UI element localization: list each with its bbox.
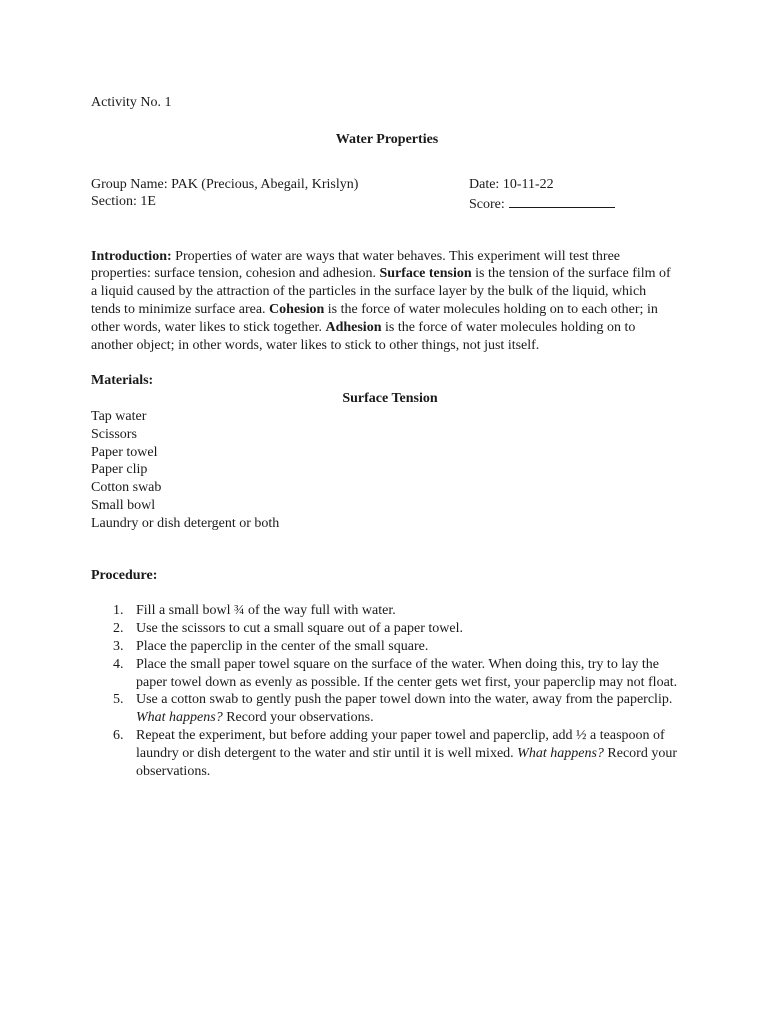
step-text-after: Record your observations. (136, 745, 677, 779)
introduction-paragraph (91, 248, 679, 355)
procedure-step (91, 656, 681, 692)
step-number: 6. (113, 727, 124, 743)
material-item: Small bowl (91, 497, 156, 513)
procedure-step (91, 620, 681, 638)
group-info-right (469, 176, 615, 215)
term-surface-tension: Surface tension (379, 266, 472, 282)
step-text: Repeat the experiment, but before adding your paper towel and paperclip, add ½ a teaspoon of laundry or dish detergent to the water and stir until it is well mixed. (136, 727, 665, 761)
step-number: 5. (113, 692, 124, 708)
step-number: 4. (113, 656, 124, 672)
material-item: Laundry or dish detergent or both (91, 515, 280, 531)
material-item: Paper clip (91, 462, 148, 478)
date: Date: 10-11-22 (469, 176, 554, 192)
score (469, 193, 615, 214)
step-number: 2. (113, 621, 124, 637)
group-name: Group Name: PAK (Precious, Abegail, Krislyn) (91, 176, 359, 192)
step-question: What happens? (136, 710, 223, 726)
materials-subheading: Surface Tension (342, 391, 438, 407)
procedure-list (91, 602, 681, 780)
material-item: Tap water (91, 408, 147, 424)
term-cohesion: Cohesion (269, 301, 325, 317)
step-text: Use a cotton swab to gently push the paper towel down into the water, away from the paperclip. (136, 692, 673, 708)
document-page (91, 94, 691, 780)
activity-number: Activity No. 1 (91, 95, 172, 110)
procedure-step (91, 727, 681, 780)
introduction-text-4: is the force of water molecules holding on to another object; in other words, water likes to stick to other things, not just itself. (91, 319, 636, 353)
introduction-text-3: is the force of water molecules holding on to each other; in other words, water likes to stick together. (91, 301, 658, 335)
step-text: Use the scissors to cut a small square out of a paper towel. (136, 621, 463, 637)
step-text: Place the small paper towel square on the surface of the water. When doing this, try to lay the paper towel down as evenly as possible. If the center gets wet first, your paperclip may not float. (136, 656, 678, 690)
material-item: Cotton swab (91, 480, 162, 496)
score-blank-line (509, 193, 615, 208)
section: Section: 1E (91, 194, 156, 210)
procedure-step (91, 602, 681, 620)
step-number: 3. (113, 638, 124, 654)
step-number: 1. (113, 603, 124, 619)
materials-list (91, 408, 691, 533)
materials-heading: Materials: (91, 373, 154, 389)
introduction-text-2: is the tension of the surface film of a liquid caused by the attraction of the particles in the surface layer by the bulk of the liquid, which tends to minimize surface area. (91, 266, 671, 317)
material-item: Scissors (91, 426, 137, 442)
step-text: Fill a small bowl ¾ of the way full with water. (136, 603, 396, 619)
step-text-after: Record your observations. (222, 710, 374, 726)
document-title: Water Properties (335, 131, 439, 147)
procedure-step (91, 691, 681, 727)
introduction-label: Introduction: (91, 248, 172, 264)
introduction-text-1: Properties of water are ways that water behaves. This experiment will test three properties: surface tension, cohesion and adhesion. (91, 248, 621, 282)
term-adhesion: Adhesion (325, 319, 382, 335)
score-label: Score: (469, 197, 505, 213)
group-info (91, 176, 691, 212)
step-text: Place the paperclip in the center of the small square. (136, 638, 429, 654)
procedure-step (91, 638, 681, 656)
group-info-left (91, 176, 358, 212)
procedure-heading: Procedure: (91, 567, 158, 583)
material-item: Paper towel (91, 444, 158, 460)
step-question: What happens? (517, 745, 604, 761)
